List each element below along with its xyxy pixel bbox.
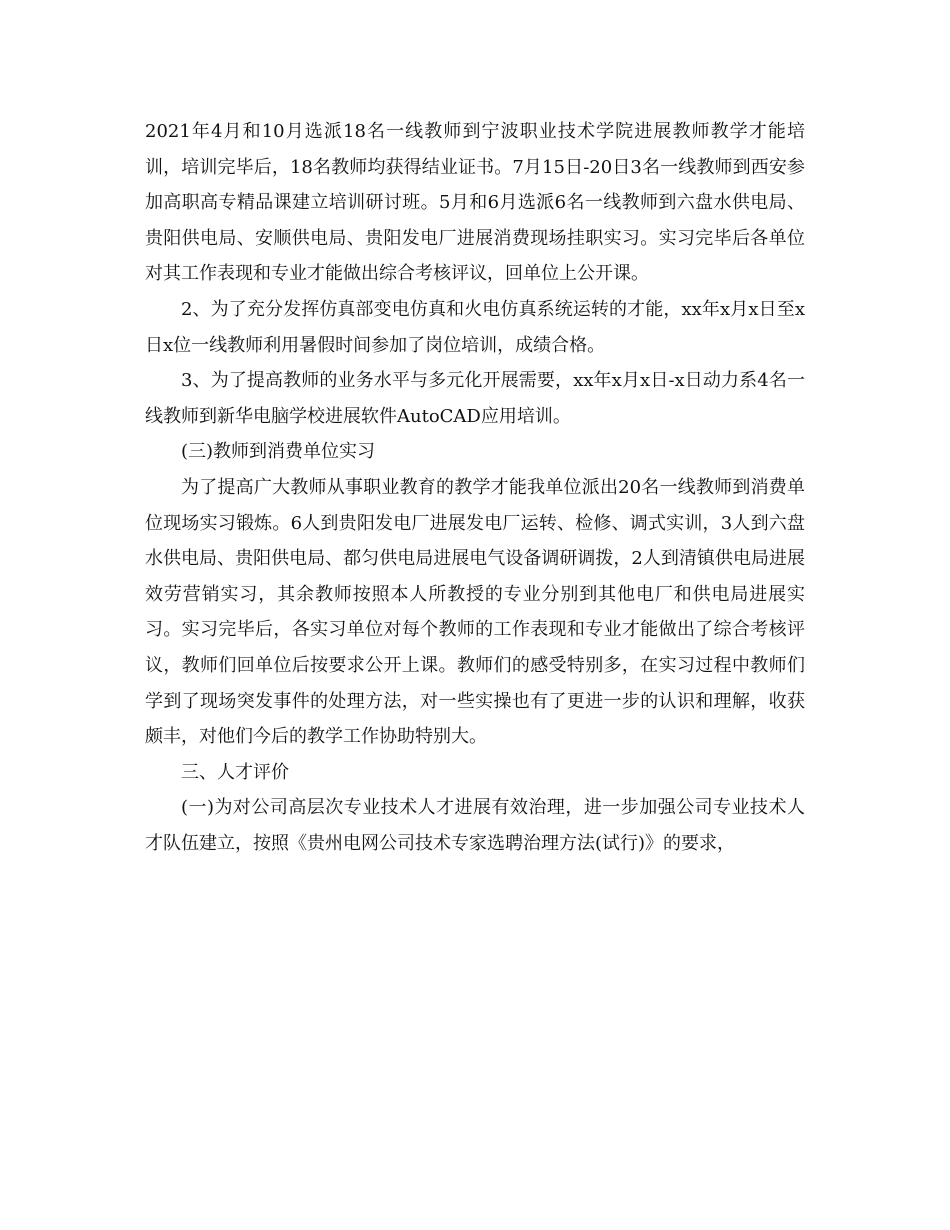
section-heading-internship: (三)教师到消费单位实习	[181, 441, 376, 463]
paragraph-internship-details: 为了提高广大教师从事职业教育的教学才能我单位派出20名一线教师到消费单位现场实习锻炼。6人到贵阳发电厂进展发电厂运转、检修、调式实训，3人到六盘水供电局、贵阳供电局、都匀供电局进展电气设备调研调拨，2人到清镇供电局进展效劳营销实习，其余教师按照本人所教授的专业分别到其他电厂和供电局进展实习。实习完毕后，各实习单位对每个教师的工作表现和专业才能做出了综合考核评议，教师们回单位后按要求公开上课。教师们的感受特别多，在实习过程中教师们学到了现场突发事件的处理方法，对一些实操也有了更进一步的认识和理解，收获颇丰，对他们今后的教学工作协助特别大。	[145, 476, 805, 748]
section-heading-talent-evaluation: 三、人才评价	[181, 761, 289, 783]
paragraph-simulation-training: 2、为了充分发挥仿真部变电仿真和火电仿真系统运转的才能，xx年x月x日至x日x位一线教师利用暑假时间参加了岗位培训，成绩合格。	[145, 298, 805, 356]
paragraph-autocad-training: 3、为了提高教师的业务水平与多元化开展需要，xx年x月x日-x日动力系4名一线教师到新华电脑学校进展软件AutoCAD应用培训。	[145, 370, 805, 427]
paragraph-talent-management: (一)为对公司高层次专业技术人才进展有效治理，进一步加强公司专业技术人才队伍建立，按照《贵州电网公司技术专家选聘治理方法(试行)》的要求，	[145, 797, 805, 854]
document-body	[145, 114, 805, 861]
paragraph-training-summary: 2021年4月和10月选派18名一线教师到宁波职业技术学院进展教师教学才能培训，培训完毕后，18名教师均获得结业证书。7月15日-20日3名一线教师到西安参加高职高专精品课建立培训研讨班。5月和6月选派6名一线教师到六盘水供电局、贵阳供电局、安顺供电局、贵阳发电厂进展消费现场挂职实习。实习完毕后各单位对其工作表现和专业才能做出综合考核评议，回单位上公开课。	[145, 121, 805, 285]
